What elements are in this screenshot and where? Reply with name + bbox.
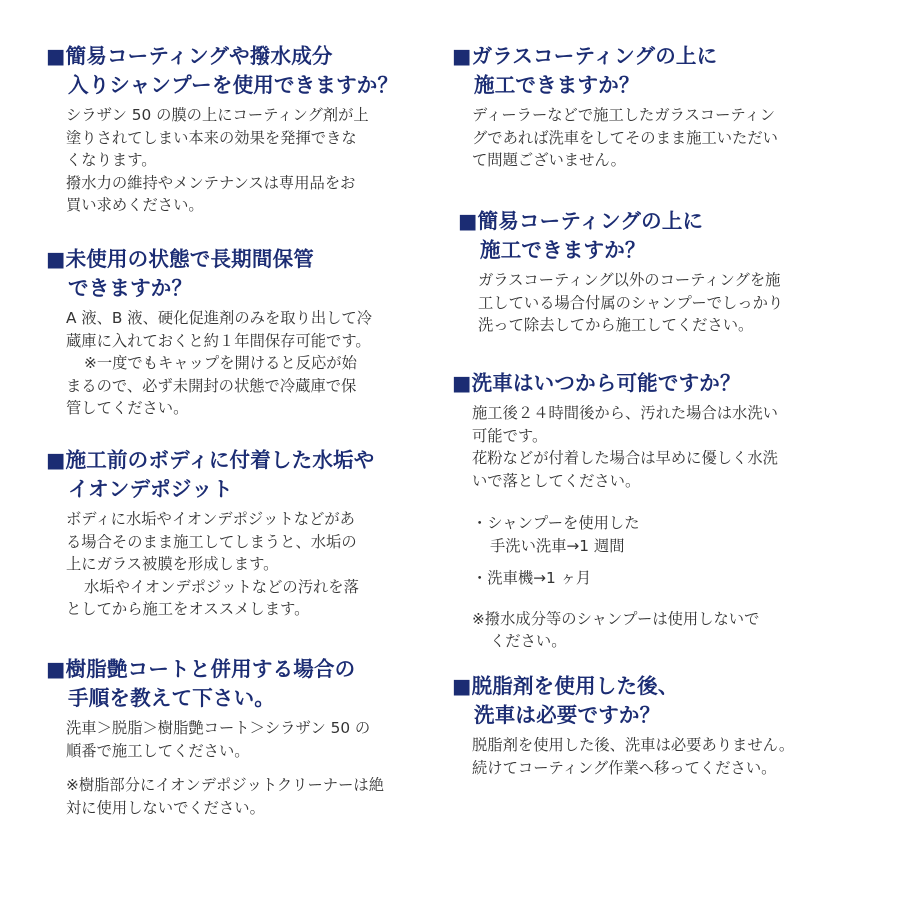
faq-answer: ディーラーなどで施工したガラスコーティン グであれば洗車をしてそのまま施工いただい て問題ございません。 <box>472 106 778 169</box>
faq-item-over-glass-coating <box>452 42 862 172</box>
faq-answer: ガラスコーティング以外のコーティングを施 工している場合付属のシャンプーでしっかり 洗って除去してから施工してください。 <box>478 271 784 334</box>
faq-question: ■脱脂剤を使用した後、 洗車は必要ですか？ <box>452 674 679 727</box>
faq-question: ■簡易コーティングや撥水成分 入りシャンプーを使用できますか？ <box>46 44 399 97</box>
faq-item-simple-coating-shampoo <box>46 42 431 217</box>
faq-item-over-simple-coating <box>458 207 868 337</box>
faq-question: ■未使用の状態で長期間保管 できますか？ <box>46 247 314 300</box>
faq-question: ■簡易コーティングの上に 施工できますか？ <box>458 209 704 262</box>
faq-answer: A 液、B 液、硬化促進剤のみを取り出して冷 蔵庫に入れておくと約１年間保存可能です。 ※一度でもキャップを開けると反応が始 まるので、必ず未開封の状態で冷蔵庫で保 管してください。 <box>66 309 373 417</box>
faq-note: ※樹脂部分にイオンデポジットクリーナーは絶 <box>66 776 384 794</box>
bullet-hand-wash: ・シャンプーを使用した <box>472 514 640 532</box>
faq-item-water-stains <box>46 446 431 621</box>
bullet-hand-wash-detail: 手洗い洗車→1 週間 <box>490 536 625 555</box>
faq-answer: シラザン 50 の膜の上にコーティング剤が上 塗りされてしまい本来の効果を発揮できな くなります。 撥水力の維持やメンテナンスは専用品をお 買い求めください。 <box>66 106 369 214</box>
faq-item-when-to-wash <box>452 369 862 653</box>
faq-answer: ボディに水垢やイオンデポジットなどがあ る場合そのまま施工してしまうと、水垢の 上にガラス被膜を形成します。 水垢やイオンデポジットなどの汚れを落 としてから施工をオススメします。 <box>66 510 359 618</box>
faq-answer: 施工後２４時間後から、汚れた場合は水洗い 可能です。 花粉などが付着した場合は早めに優しく水洗 いで落としてください。 ・シャンプーを使用した 手洗い洗車→1 週間 ・洗車機→1 ヶ月 ※撥水成分等のシャンプーは使用しないで ください。 <box>472 402 862 653</box>
faq-answer: 洗車＞脱脂＞樹脂艶コート＞シラザン 50 の 順番で施工してください。 ※樹脂部分にイオンデポジットクリーナーは絶 対に使用しないでください。 <box>66 717 431 819</box>
faq-question: ■洗車はいつから可能ですか？ <box>452 371 741 395</box>
faq-item-long-storage <box>46 245 431 420</box>
faq-question: ■施工前のボディに付着した水垢や イオンデポジット <box>46 448 375 501</box>
bullet-car-wash-machine: ・洗車機→1 ヶ月 <box>472 569 592 587</box>
faq-item-wash-after-degreaser <box>452 672 862 779</box>
faq-note: ください。 <box>490 632 567 650</box>
faq-question: ■樹脂艶コートと併用する場合の 手順を教えて下さい。 <box>46 657 356 710</box>
faq-question: ■ガラスコーティングの上に 施工できますか？ <box>452 44 718 97</box>
faq-answer: 脱脂剤を使用した後、洗車は必要ありません。 続けてコーティング作業へ移ってください。 <box>472 736 795 777</box>
faq-note: 対に使用しないでください。 <box>66 798 265 817</box>
faq-item-resin-coat-procedure <box>46 655 431 819</box>
faq-note: ※撥水成分等のシャンプーは使用しないで <box>472 609 760 628</box>
